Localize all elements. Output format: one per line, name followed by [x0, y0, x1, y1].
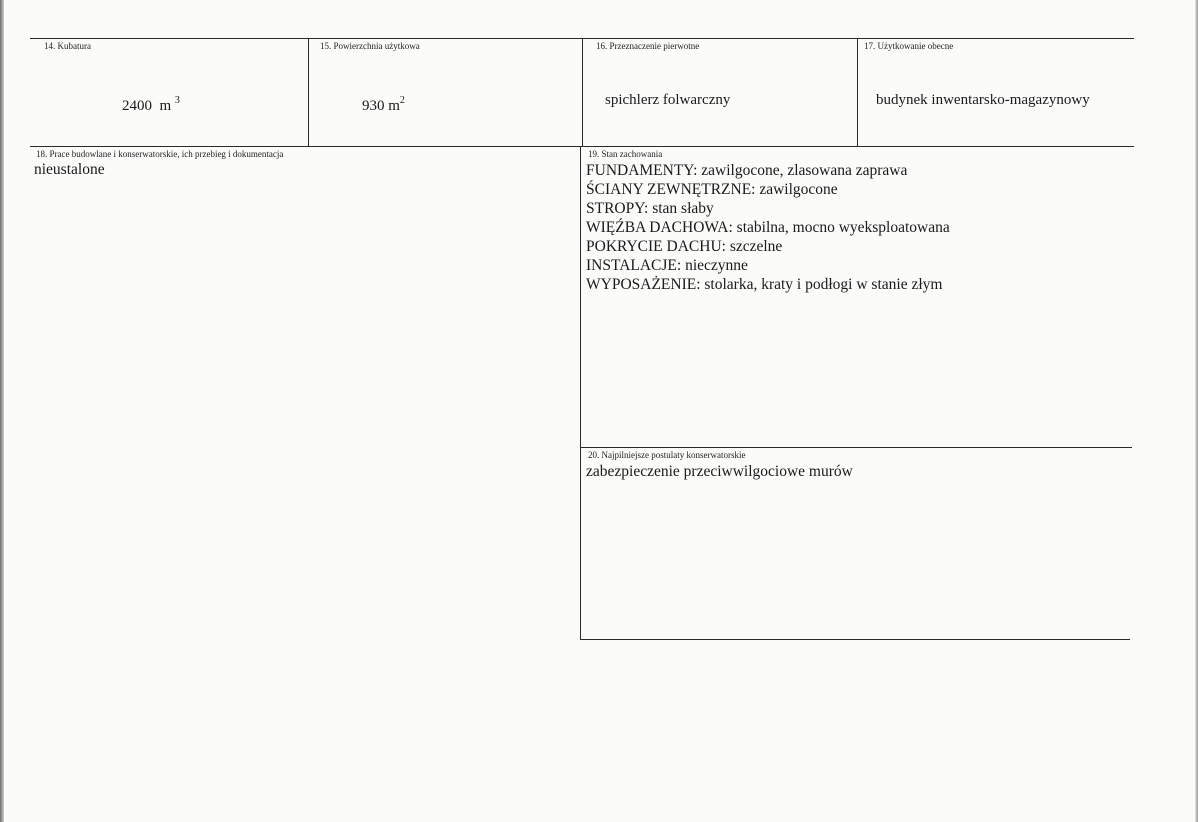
field-15-unit: m	[388, 98, 400, 114]
divider-18-19	[580, 146, 581, 640]
field-14-unit-exponent: 3	[174, 95, 180, 106]
field-20-value: zabezpieczenie przeciwwilgociowe murów	[586, 463, 853, 480]
condition-line-roof-truss: WIĘŹBA DACHOWA: stabilna, mocno wyeksploatowana	[586, 219, 950, 236]
field-18-value: nieustalone	[34, 161, 105, 178]
field-14-label: 14. Kubatura	[44, 41, 91, 51]
field-17-label: 17. Użytkowanie obecne	[864, 41, 954, 51]
row1-bottom-rule	[30, 146, 1134, 147]
scan-edge-left	[0, 0, 4, 822]
bottom-rule	[580, 639, 1130, 640]
field-16-value: spichlerz folwarczny	[605, 92, 731, 108]
condition-line-fittings: WYPOSAŻENIE: stolarka, kraty i podłogi w stanie złym	[586, 276, 943, 293]
field-15-unit-exponent: 2	[399, 95, 405, 106]
condition-line-external-walls: ŚCIANY ZEWNĘTRZNE: zawilgocone	[586, 181, 838, 198]
divider-14-15	[308, 38, 309, 146]
divider-16-17	[857, 38, 858, 146]
condition-line-ceilings: STROPY: stan słaby	[586, 200, 714, 217]
divider-19-20	[580, 447, 1132, 448]
field-19-condition-list	[586, 161, 950, 294]
field-19-label: 19. Stan zachowania	[588, 149, 663, 159]
field-15-label: 15. Powierzchnia użytkowa	[320, 41, 420, 51]
field-15-value	[362, 96, 405, 115]
field-14-value	[122, 96, 180, 115]
field-14-unit: m	[159, 98, 172, 114]
condition-line-installations: INSTALACJE: nieczynne	[586, 257, 748, 274]
field-14-number: 2400	[122, 98, 152, 114]
field-18-label: 18. Prace budowlane i konserwatorskie, ich przebieg i dokumentacja	[36, 149, 284, 159]
field-15-number: 930	[362, 98, 385, 114]
divider-15-16	[582, 38, 583, 146]
field-16-label: 16. Przeznaczenie pierwotne	[596, 41, 700, 51]
condition-line-foundations: FUNDAMENTY: zawilgocone, zlasowana zaprawa	[586, 162, 908, 179]
field-17-value: budynek inwentarsko-magazynowy	[876, 92, 1090, 108]
field-20-label: 20. Najpilniejsze postulaty konserwatorskie	[588, 450, 746, 460]
condition-line-roof-covering: POKRYCIE DACHU: szczelne	[586, 238, 783, 255]
